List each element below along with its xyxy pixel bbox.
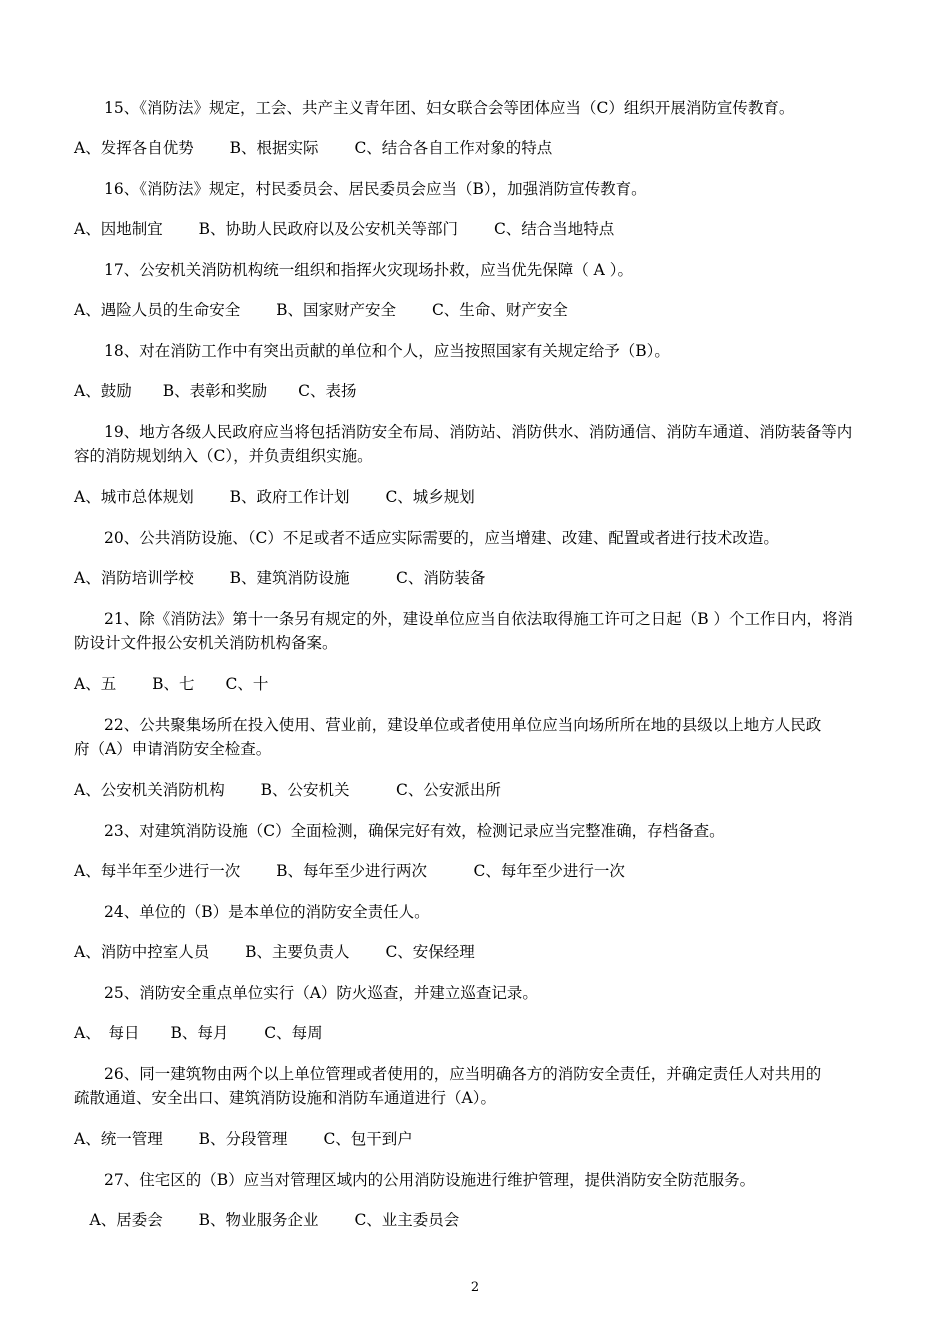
options-24: A、消防中控室人员 B、主要负责人 C、安保经理 — [74, 943, 475, 961]
question-25: 25、消防安全重点单位实行（A）防火巡查，并建立巡查记录。 — [104, 984, 538, 1002]
options-19: A、城市总体规划 B、政府工作计划 C、城乡规划 — [74, 488, 475, 506]
options-23: A、每半年至少进行一次 B、每年至少进行两次 C、每年至少进行一次 — [74, 862, 625, 880]
options-21: A、五 B、七 C、十 — [74, 675, 269, 693]
question-17: 17、公安机关消防机构统一组织和指挥火灾现场扑救，应当优先保障（ A ）。 — [104, 261, 634, 279]
question-26: 26、同一建筑物由两个以上单位管理或者使用的，应当明确各方的消防安全责任，并确定责任人对共用的 — [104, 1065, 822, 1083]
options-20: A、消防培训学校 B、建筑消防设施 C、消防装备 — [74, 569, 486, 587]
question-20: 20、公共消防设施、（C）不足或者不适应实际需要的，应当增建、改建、配置或者进行技术改造。 — [104, 529, 779, 547]
question-19: 19、地方各级人民政府应当将包括消防安全布局、消防站、消防供水、消防通信、消防车通道、消防装备等内 — [104, 423, 853, 441]
question-23: 23、对建筑消防设施（C）全面检测，确保完好有效，检测记录应当完整准确，存档备查。 — [104, 822, 725, 840]
question-15: 15、《消防法》规定，工会、共产主义青年团、妇女联合会等团体应当（C）组织开展消防宣传教育。 — [104, 99, 795, 117]
options-17: A、遇险人员的生命安全 B、国家财产安全 C、生命、财产安全 — [74, 301, 568, 319]
question-22: 22、公共聚集场所在投入使用、营业前，建设单位或者使用单位应当向场所所在地的县级以上地方人民政 — [104, 716, 822, 734]
options-25: A、 每日 B、每月 C、每周 — [74, 1024, 323, 1042]
question-21-cont: 防设计文件报公安机关消防机构备案。 — [74, 634, 338, 652]
question-22-cont: 府（A）申请消防安全检查。 — [74, 740, 272, 758]
question-24: 24、单位的（B）是本单位的消防安全责任人。 — [104, 903, 430, 921]
question-19-cont: 容的消防规划纳入（C），并负责组织实施。 — [74, 447, 373, 465]
question-16: 16、《消防法》规定，村民委员会、居民委员会应当（B），加强消防宣传教育。 — [104, 180, 647, 198]
options-22: A、公安机关消防机构 B、公安机关 C、公安派出所 — [74, 781, 501, 799]
options-15: A、发挥各自优势 B、根据实际 C、结合各自工作对象的特点 — [74, 139, 553, 157]
options-16: A、因地制宜 B、协助人民政府以及公安机关等部门 C、结合当地特点 — [74, 220, 615, 238]
options-18: A、鼓励 B、表彰和奖励 C、表扬 — [74, 382, 357, 400]
options-27: A、居委会 B、物业服务企业 C、业主委员会 — [74, 1211, 460, 1229]
question-21: 21、除《消防法》第十一条另有规定的外，建设单位应当自依法取得施工许可之日起（B ）个工作日内，将消 — [104, 610, 854, 628]
question-18: 18、对在消防工作中有突出贡献的单位和个人，应当按照国家有关规定给予（B）。 — [104, 342, 670, 360]
question-27: 27、住宅区的（B）应当对管理区域内的公用消防设施进行维护管理，提供消防安全防范服务。 — [104, 1171, 756, 1189]
options-26: A、统一管理 B、分段管理 C、包干到户 — [74, 1130, 413, 1148]
question-26-cont: 疏散通道、安全出口、建筑消防设施和消防车通道进行（A）。 — [74, 1089, 496, 1107]
page-number: 2 — [470, 1280, 480, 1295]
